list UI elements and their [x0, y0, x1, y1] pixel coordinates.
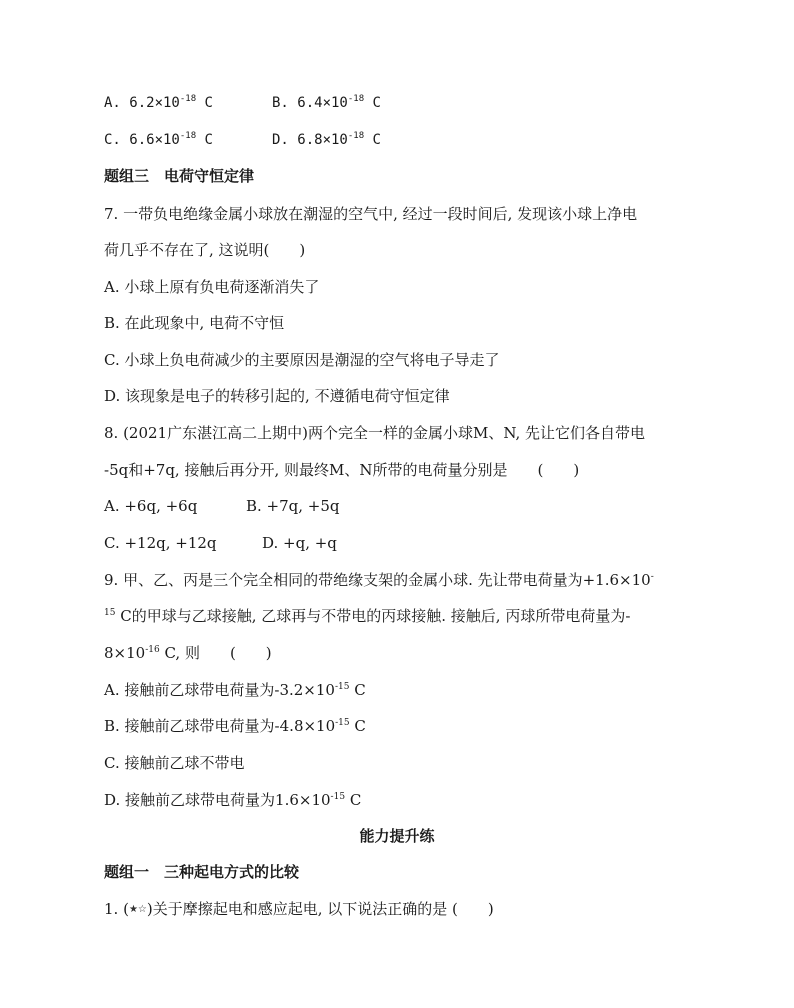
q9-stem-line2: $^{15}$ C的甲球与乙球接触, 乙球再与不带电的丙球接触. 接触后, 丙球所带电荷量为-: [104, 607, 631, 625]
q8-option-a: A. +6q, +6q: [104, 497, 198, 515]
q6-option-b: B. $6.4\times 10^{-18}$ C: [272, 94, 381, 111]
q8-stem-line1: 8. (2021广东湛江高二上期中)两个完全一样的金属小球M、N, 先让它们各自带电: [104, 424, 646, 442]
q7-stem-line2: 荷几乎不存在了, 这说明( ): [104, 241, 306, 259]
group3-heading: 题组三 电荷守恒定律: [104, 167, 255, 185]
q9-option-d: D. 接触前乙球带电荷量为$1.6\times 10^{-15}$ C: [104, 791, 362, 809]
q9-option-a: A. 接触前乙球带电荷量为$-3.2\times 10^{-15}$ C: [104, 681, 366, 699]
q7-option-b: B. 在此现象中, 电荷不守恒: [104, 314, 285, 332]
q8-option-d: D. +q, +q: [262, 534, 337, 552]
q8-option-b: B. +7q, +5q: [246, 497, 340, 515]
section-title: 能力提升练: [359, 827, 435, 845]
q6-option-a: A. $6.2\times 10^{-18}$ C: [104, 94, 213, 111]
difficulty-stars-icon: ★☆: [128, 904, 147, 915]
q7-option-a: A. 小球上原有负电荷逐渐消失了: [104, 278, 320, 296]
q7-option-c: C. 小球上负电荷减少的主要原因是潮湿的空气将电子导走了: [104, 351, 500, 369]
q1-stem: 1. (★☆)关于摩擦起电和感应起电, 以下说法正确的是 ( ): [104, 900, 494, 918]
q9-stem-line1: 9. 甲、乙、丙是三个完全相同的带绝缘支架的金属小球. 先让带电荷量为+1.6×10-: [104, 571, 654, 589]
q8-option-c: C. +12q, +12q: [104, 534, 217, 552]
group1-heading: 题组一 三种起电方式的比较: [104, 863, 300, 881]
q8-stem-line2: -5q和+7q, 接触后再分开, 则最终M、N所带的电荷量分别是 ( ): [104, 461, 580, 479]
q6-option-c: C. $6.6\times 10^{-18}$ C: [104, 131, 213, 148]
q9-option-c: C. 接触前乙球不带电: [104, 754, 245, 772]
q9-stem-line3: $8\times 10^{-16}$ C, 则 ( ): [104, 644, 272, 662]
q7-stem-line1: 7. 一带负电绝缘金属小球放在潮湿的空气中, 经过一段时间后, 发现该小球上净电: [104, 205, 638, 223]
q6-option-d: D. $6.8\times 10^{-18}$ C: [272, 131, 381, 148]
q7-option-d: D. 该现象是电子的转移引起的, 不遵循电荷守恒定律: [104, 387, 450, 405]
q9-option-b: B. 接触前乙球带电荷量为$-4.8\times 10^{-15}$ C: [104, 717, 366, 735]
